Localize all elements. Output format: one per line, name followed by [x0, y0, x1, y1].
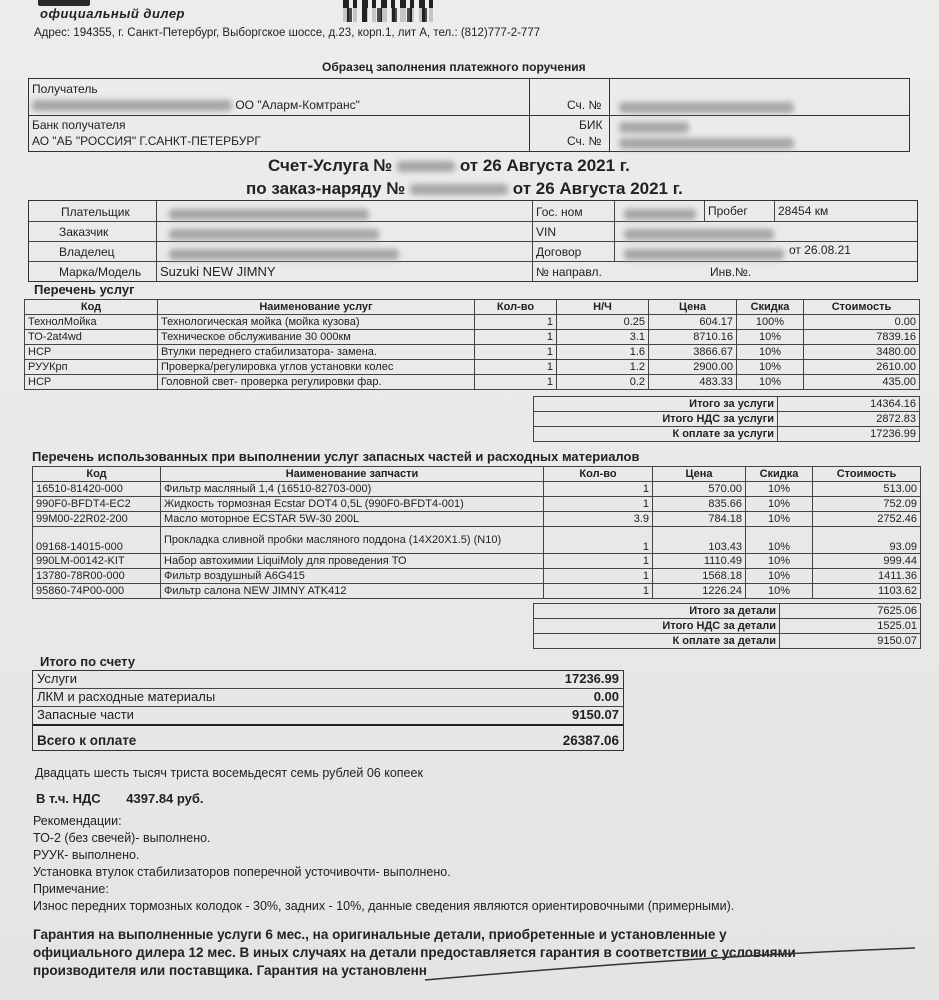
cell: Технологическая мойка (мойка кузова) — [158, 315, 475, 330]
cell: 1226.24 — [653, 584, 746, 599]
cell: 1103.62 — [813, 584, 921, 599]
invoice-title: Счет-Услуга № от 26 Августа 2021 г. — [268, 156, 630, 175]
cell: Фильтр салона NEW JIMNY ATK412 — [161, 584, 544, 599]
cell: 435.00 — [804, 375, 920, 390]
services-table — [24, 299, 920, 390]
cell: 1568.18 — [653, 569, 746, 584]
cell: 10% — [737, 330, 804, 345]
cell: 570.00 — [653, 482, 746, 497]
cell: 1110.49 — [653, 554, 746, 569]
cell: Проверка/регулировка углов установки колес — [158, 360, 475, 375]
order-title: по заказ-наряду № от 26 Августа 2021 г. — [246, 179, 683, 198]
cell: Втулки переднего стабилизатора- замена. — [158, 345, 475, 360]
gov-num-label: Гос. ном — [536, 205, 583, 219]
col-header: Код — [25, 300, 158, 315]
cell: 1 — [475, 345, 557, 360]
cell: 10% — [746, 569, 813, 584]
contract-date: от 26.08.21 — [789, 243, 851, 257]
cell: 7839.16 — [804, 330, 920, 345]
corr-account-label: Сч. № — [567, 134, 602, 148]
note-line: Примечание: — [33, 882, 109, 896]
col-header: Стоимость — [804, 300, 920, 315]
cell: 1 — [544, 482, 653, 497]
cell: 2900.00 — [649, 360, 737, 375]
cell: 103.43 — [653, 527, 746, 554]
cell: ТО-2at4wd — [25, 330, 158, 345]
cell: Прокладка сливной пробки масляного поддона (14X20X1.5) (N10) — [161, 527, 544, 554]
bank-name: АО "АБ "РОССИЯ" Г.САНКТ-ПЕТЕРБУРГ — [32, 134, 261, 148]
cell: 0.25 — [557, 315, 649, 330]
cell: Масло моторное ECSTAR 5W-30 200L — [161, 512, 544, 527]
services-section-title: Перечень услуг — [34, 282, 135, 297]
cell: ТехнолМойка — [25, 315, 158, 330]
cell: Техническое обслуживание 30 000км — [158, 330, 475, 345]
cell: 1 — [544, 497, 653, 512]
cell: НСР — [25, 375, 158, 390]
cell: Фильтр воздушный A6G415 — [161, 569, 544, 584]
invoice-number-redacted — [397, 161, 455, 172]
total-label: Итого за услуги — [534, 397, 778, 412]
note-line: ТО-2 (без свечей)- выполнено. — [33, 831, 211, 845]
direction-label: № направл. — [536, 265, 602, 279]
note-line: Рекомендации: — [33, 814, 122, 828]
col-header: Скидка — [737, 300, 804, 315]
parts-vat-row — [534, 619, 921, 634]
cell: 1 — [475, 360, 557, 375]
vat-label: Итого НДС за услуги — [534, 412, 778, 427]
cell: 784.18 — [653, 512, 746, 527]
cell: 2610.00 — [804, 360, 920, 375]
cell: 100% — [737, 315, 804, 330]
amount-in-words: Двадцать шесть тысяч триста восемьдесят семь рублей 06 копеек — [35, 766, 423, 780]
guarantee-text: Гарантия на выполненные услуги 6 мес., на оригинальные детали, приобретенные и установленные у официального дилера 12 мес. В иных случаях на детали предоставляется гарантия в соответствии с условиями производителя или поставщика. Гарантия на установленн — [33, 927, 796, 978]
services-vat-row — [534, 412, 920, 427]
vat-value: 2872.83 — [778, 412, 920, 427]
total-value: 14364.16 — [778, 397, 920, 412]
cell: 10% — [737, 345, 804, 360]
cell: 990F0-BFDT4-EC2 — [33, 497, 161, 512]
cell: 10% — [737, 360, 804, 375]
parts-section-title: Перечень использованных при выполнении услуг запасных частей и расходных материалов — [32, 449, 640, 464]
col-header: Кол-во — [475, 300, 557, 315]
cell: 10% — [746, 527, 813, 554]
logo-subtitle: официальный дилер — [40, 6, 185, 21]
table-row — [25, 375, 920, 390]
cell: 2752.46 — [813, 512, 921, 527]
recipient-label: Получатель — [32, 82, 98, 96]
summary-row: Запасные части 9150.07 — [33, 707, 623, 726]
cell: 0.2 — [557, 375, 649, 390]
total-value: 7625.06 — [780, 604, 921, 619]
owner-label: Владелец — [59, 245, 115, 259]
note-line: Установка втулок стабилизаторов поперечной усточивочти- выполнено. — [33, 865, 451, 879]
col-header: Стоимость — [813, 467, 921, 482]
pen-stroke — [420, 940, 920, 990]
cell: 1.2 — [557, 360, 649, 375]
col-header: Цена — [649, 300, 737, 315]
cell: 3866.67 — [649, 345, 737, 360]
table-row — [25, 360, 920, 375]
note-line: Износ передних тормозных колодок - 30%, задних - 10%, данные сведения являются ориентировочными (примерными). — [33, 899, 735, 913]
col-header: Скидка — [746, 467, 813, 482]
model-label: Марка/Модель — [59, 265, 142, 279]
summary-box — [32, 670, 624, 751]
cell: 1 — [544, 554, 653, 569]
cell: 13780-78R00-000 — [33, 569, 161, 584]
pay-value: 17236.99 — [778, 427, 920, 442]
cell: Фильтр масляный 1,4 (16510-82703-000) — [161, 482, 544, 497]
cell: 752.09 — [813, 497, 921, 512]
summary-row: Услуги 17236.99 — [33, 671, 623, 689]
col-header: Н/Ч — [557, 300, 649, 315]
table-row — [25, 315, 920, 330]
cell: 604.17 — [649, 315, 737, 330]
table-row — [33, 497, 921, 512]
cell: 93.09 — [813, 527, 921, 554]
vat-label: Итого НДС за детали — [534, 619, 780, 634]
model-value: Suzuki NEW JIMNY — [160, 264, 276, 279]
customer-label: Заказчик — [59, 225, 109, 239]
cell: 3480.00 — [804, 345, 920, 360]
vat-value: 1525.01 — [780, 619, 921, 634]
cell: 10% — [746, 554, 813, 569]
summary-title: Итого по счету — [40, 654, 136, 669]
cell: 3.9 — [544, 512, 653, 527]
cell: 1 — [544, 569, 653, 584]
total-label: Итого за детали — [534, 604, 780, 619]
parts-pay-row — [534, 634, 921, 649]
cell: 10% — [746, 482, 813, 497]
cell: 10% — [746, 584, 813, 599]
cell: 10% — [746, 497, 813, 512]
corr-account-redacted — [619, 135, 794, 153]
parts-table — [32, 466, 921, 599]
cell: 999.44 — [813, 554, 921, 569]
cell: 513.00 — [813, 482, 921, 497]
pay-value: 9150.07 — [780, 634, 921, 649]
parts-total-row — [534, 604, 921, 619]
cell: НСР — [25, 345, 158, 360]
table-row — [33, 527, 921, 554]
customer-redacted — [169, 226, 379, 244]
col-header: Кол-во — [544, 467, 653, 482]
mileage-label: Пробег — [708, 204, 748, 218]
col-header: Наименование услуг — [158, 300, 475, 315]
qr-code-pattern — [343, 8, 435, 22]
cell: Жидкость тормозная Ecstar DOT4 0,5L (990F0-BFDT4-001) — [161, 497, 544, 512]
cell: Набор автохимии LiquiMoly для проведения ТО — [161, 554, 544, 569]
parts-header-row — [33, 467, 921, 482]
owner-redacted — [169, 246, 399, 264]
parts-totals — [533, 603, 921, 649]
cell: 1 — [475, 315, 557, 330]
payer-label: Плательщик — [61, 205, 130, 219]
table-row — [33, 554, 921, 569]
col-header: Цена — [653, 467, 746, 482]
contract-redacted — [624, 246, 784, 264]
cell: 1 — [544, 527, 653, 554]
vin-label: VIN — [536, 225, 557, 239]
table-row — [25, 345, 920, 360]
pay-label: К оплате за услуги — [534, 427, 778, 442]
cell: 483.33 — [649, 375, 737, 390]
pay-label: К оплате за детали — [534, 634, 780, 649]
client-box — [28, 200, 918, 282]
cell: РУУКрп — [25, 360, 158, 375]
payment-order-box — [28, 78, 910, 152]
mileage-value: 28454 км — [778, 204, 829, 218]
table-row — [25, 330, 920, 345]
cell: 8710.16 — [649, 330, 737, 345]
bik-label: БИК — [579, 118, 603, 132]
gov-num-redacted — [624, 206, 696, 224]
recipient-value: ОО "Аларм-Комтранс" — [32, 98, 360, 112]
bank-label: Банк получателя — [32, 118, 126, 132]
payment-order-title: Образец заполнения платежного поручения — [322, 60, 586, 74]
cell: 3.1 — [557, 330, 649, 345]
cell: 16510-81420-000 — [33, 482, 161, 497]
services-total-row — [534, 397, 920, 412]
table-row — [33, 569, 921, 584]
cell: 10% — [746, 512, 813, 527]
cell: 99M00-22R02-200 — [33, 512, 161, 527]
payer-redacted — [169, 206, 369, 224]
note-line: РУУК- выполнено. — [33, 848, 140, 862]
services-pay-row — [534, 427, 920, 442]
cell: 95860-74P00-000 — [33, 584, 161, 599]
table-row — [33, 482, 921, 497]
table-row — [33, 512, 921, 527]
services-header-row — [25, 300, 920, 315]
vin-redacted — [624, 226, 774, 244]
cell: 1.6 — [557, 345, 649, 360]
contract-label: Договор — [536, 245, 582, 259]
cell: 1411.36 — [813, 569, 921, 584]
cell: 10% — [737, 375, 804, 390]
table-row — [33, 584, 921, 599]
order-number-redacted — [410, 184, 508, 195]
account-value-redacted — [619, 99, 794, 117]
cell: Головной свет- проверка регулировки фар. — [158, 375, 475, 390]
account-label: Сч. № — [567, 98, 602, 112]
cell: 0.00 — [804, 315, 920, 330]
cell: 09168-14015-000 — [33, 527, 161, 554]
cell: 1 — [475, 375, 557, 390]
cell: 1 — [475, 330, 557, 345]
col-header: Код — [33, 467, 161, 482]
vat-total: В т.ч. НДС 4397.84 руб. — [36, 791, 204, 806]
cell: 1 — [544, 584, 653, 599]
inv-label: Инв.№. — [710, 265, 752, 279]
notes-block — [33, 813, 734, 915]
summary-row: ЛКМ и расходные материалы 0.00 — [33, 689, 623, 707]
dealer-address: Адрес: 194355, г. Санкт-Петербург, Выборгское шоссе, д.23, корп.1, лит А, тел.: (812)777-2-777 — [34, 27, 541, 39]
cell: 835.66 — [653, 497, 746, 512]
services-totals — [533, 396, 920, 442]
cell: 990LM-00142-KIT — [33, 554, 161, 569]
col-header: Наименование запчасти — [161, 467, 544, 482]
grand-total-row: Всего к оплате 26387.06 — [37, 733, 619, 748]
